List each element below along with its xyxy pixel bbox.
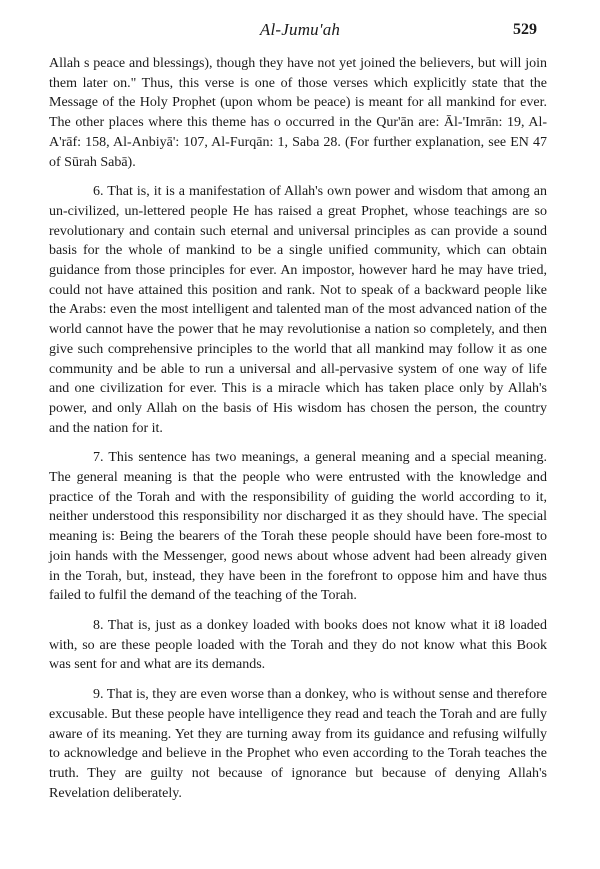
page-number: 529 bbox=[513, 21, 537, 38]
note-6: 6. That is, it is a manifestation of Allah's own power and wisdom that among an un-civilized, un-lettered people He has raised a great Prophet, whose teachings are so revolutionary and contain such eternal and universal principles as can provide a sound basis for the whole of mankind to be a single unified community, which can obtain guidance from those principles for ever. An impostor, however hard he may have tried, could not have attained this position and rank. Not to speak of a backward people like the Arabs: even the most intelligent and talented man of the most advanced nation of the world cannot have the power that he may revolutionise a nation so completely, and then give such comprehensive principles to the world that all mankind may follow it as one community and be able to run a universal and all-pervasive system of one way of life and one civilization for ever. This is a miracle which has taken place only by Allah's power, and only Allah on the basis of His wisdom has chosen the person, the country and the nation for it. bbox=[49, 184, 547, 436]
page-body bbox=[49, 54, 547, 803]
running-header-title: Al-Jumu'ah bbox=[259, 20, 341, 39]
note-9: 9. That is, they are even worse than a donkey, who is without sense and therefore excusable. But these people have intelligence they read and teach the Torah and are fully aware of its meaning. Yet they are turning away from its guidance and refusing wilfully to acknowledge and believe in the Prophet who even according to the Torah teaches the truth. They are guilty not because of ignorance but because of denying Allah's Revelation deliberately. bbox=[49, 687, 547, 801]
paragraph-continued: Allah s peace and blessings), though they have not yet joined the believers, but will join them later on." Thus, this verse is one of those verses which explicitly state that the Message of the Holy Prophet (upon whom be peace) is meant for all mankind for ever. The other places where this theme has o occurred in the Qur'ān are: Āl-'Imrān: 19, Al-A'rāf: 158, Al-Anbiyā': 107, Al-Furqān: 1, Saba 28. (For further explanation, see EN 47 of Sūrah Sabā). bbox=[49, 56, 547, 170]
note-8: 8. That is, just as a donkey loaded with books does not know what it i8 loaded with, so are these people loaded with the Torah and they do not know what this Book was sent for and what are its demands. bbox=[49, 617, 547, 673]
note-7: 7. This sentence has two meanings, a general meaning and a special meaning. The general meaning is that the people who were entrusted with the knowledge and practice of the Torah and with the responsibility of guiding the world according to it, neither understood this responsibility nor discharged it as they should have. The special meaning is: Being the bearers of the Torah these people should have been fore-most to join hands with the Messenger, good news about whose advent had been already given in the Torah, but, instead, they have been in the forefront to oppose him and have thus failed to fulfil the demand of the teaching of the Torah. bbox=[49, 450, 547, 604]
